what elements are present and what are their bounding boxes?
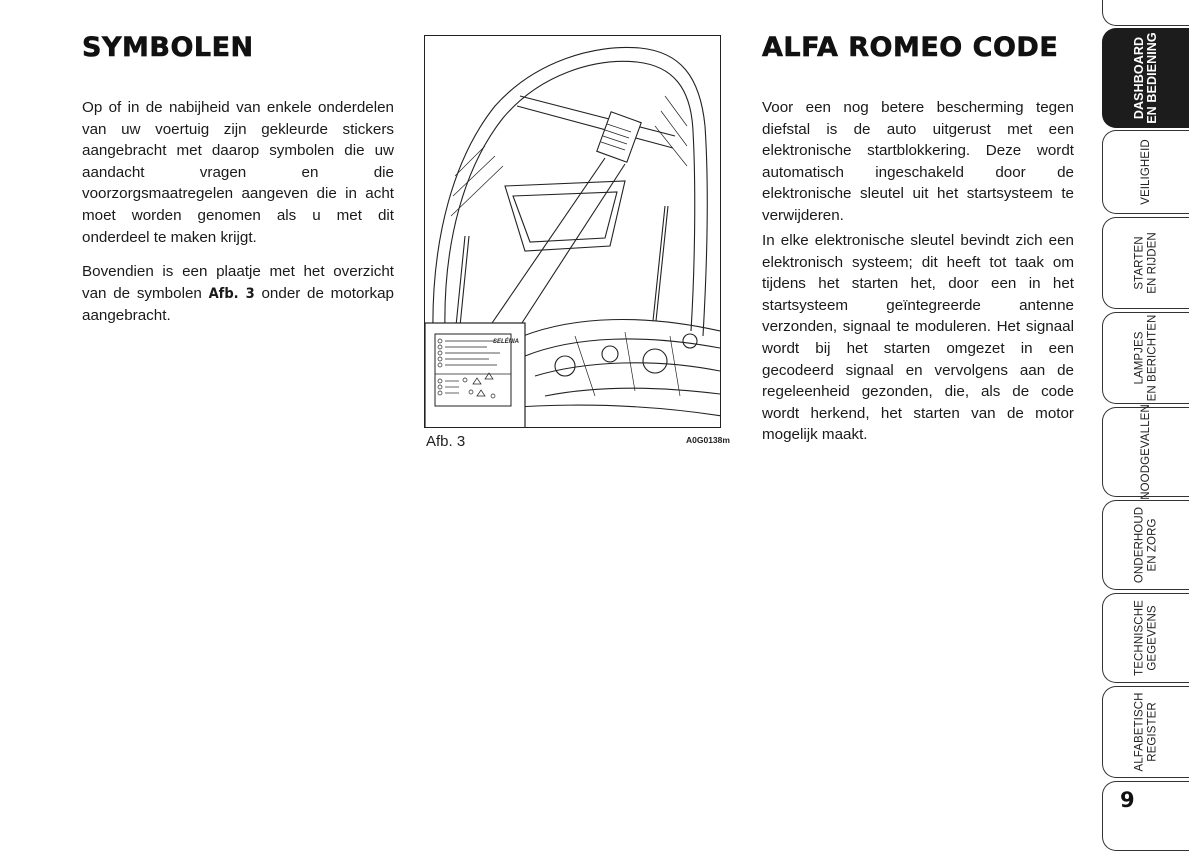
p2-text-before: Bovendien is een plaatje met het overzicht van de symbolen [82,263,394,302]
tab-label-line1: STARTEN [1133,236,1146,290]
figure-caption: Afb. 3 [426,433,466,450]
tab-label-line1: LAMPJES [1133,331,1146,385]
tab-lampjes-en-berichten[interactable] [1102,312,1189,404]
symbolen-paragraph-2 [82,261,394,327]
tab-label-line1: VEILIGHEID [1139,139,1152,205]
alfa-code-paragraph-2: In elke elektronische sleutel bevindt zich een elektronisch systeem; dit heeft tot taak om tijdens het starten het, door een in het startsysteem geïntegreerde antenne verzonden, signaal te moduleren. Het signaal wordt bij het starten omgezet in een gecodeerd signaal en vervolgens aan de regeleenheid gezonden, die, als de code wordt herkend, het starten van de motor mogelijk maakt. [762,232,1074,444]
p2-text-after: onder de motorkap aangebracht. [82,284,394,325]
tab-label-line1: ONDERHOUD [1133,506,1146,584]
tab-label-line1: NOODGEVALLEN [1139,404,1152,500]
tab-label-line1: TECHNISCHE [1133,600,1146,676]
tab-veiligheid[interactable] [1102,130,1189,214]
tab-label-line2: EN ZORG [1146,518,1158,572]
tab-label-line1: DASHBOARD [1132,36,1146,120]
figure-engine-bay [424,35,721,428]
tab-technische-gegevens[interactable] [1102,593,1189,683]
tab-starten-en-rijden[interactable] [1102,217,1189,309]
tab-alfabetisch-register[interactable] [1102,686,1189,778]
label-brand-text: SELÉNIA [493,339,520,345]
tab-page-number [1102,781,1189,851]
tab-onderhoud-en-zorg[interactable] [1102,500,1189,590]
figure-code: A0G0138m [686,435,730,445]
engine-bay-illustration [425,36,721,428]
tab-label-line2: EN BEDIENING [1145,32,1159,124]
tab-top-edge [1102,0,1189,26]
tab-label-line2: GEGEVENS [1146,605,1158,671]
tab-label-line1: ALFABETISCH [1133,692,1146,772]
symbolen-paragraph-1: Op of in de nabijheid van enkele onderdelen van uw voertuig zijn gekleurde stickers aangebracht met daarop symbolen die uw aandacht vragen en die voorzorgsmaatregelen aangeven die in acht moet worden genomen als u met dit onderdeel te maken krijgt. [82,99,394,246]
section-title-alfa-romeo-code: ALFA ROMEO CODE [762,32,1059,63]
tab-label-line2: EN BERICHTEN [1146,314,1158,402]
tab-dashboard-en-bediening[interactable] [1102,28,1189,128]
tab-label-line2: EN RIJDEN [1146,232,1158,294]
section-title-symbolen: SYMBOLEN [82,32,254,63]
alfa-code-paragraph-1: Voor een nog betere bescherming tegen diefstal is de auto uitgerust met een elektronische startblokkering. Deze wordt automatisch ingeschakeld door de elektronische sleutel uit het startsysteem te verwijderen. [762,99,1074,224]
page-number: 9 [1120,788,1135,812]
tab-noodgevallen[interactable] [1102,404,1189,500]
figure-reference[interactable]: Afb. 3 [208,285,255,302]
tab-label-line2: REGISTER [1146,702,1158,762]
